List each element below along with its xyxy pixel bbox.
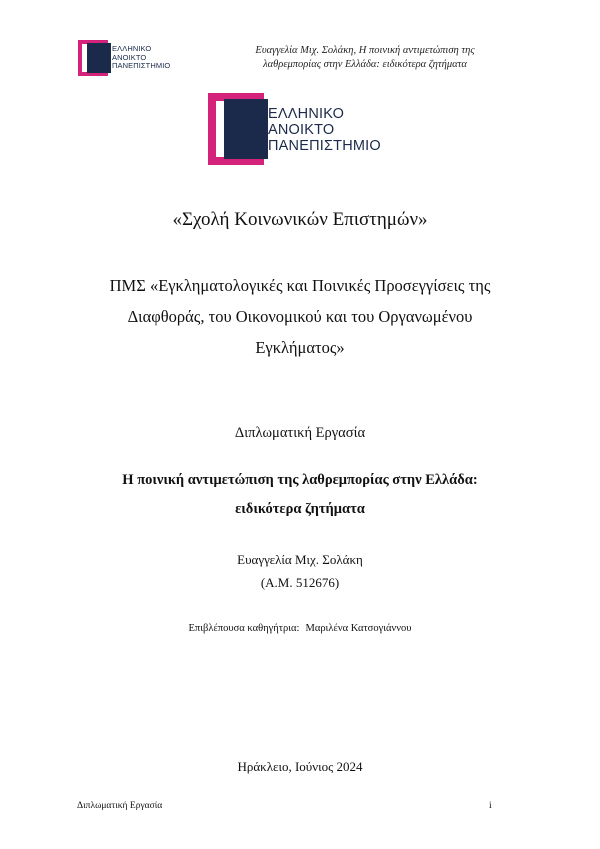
page-number: i [489,801,492,811]
author-registration-number: (Α.Μ. 512676) [260,575,340,590]
running-header [215,44,515,72]
thesis-title [0,466,600,524]
logo-large-line3: ΠΑΝΕΠΙΣΤΗΜΙΟ [268,138,381,154]
thesis-label: Διπλωματική Εργασία [234,425,366,441]
school-name: «Σχολή Κοινωνικών Επιστημών» [172,209,428,230]
supervisor-line [0,623,600,634]
university-emblem-large-icon [208,93,270,165]
author-name: Ευαγγελία Μιχ. Σολάκη [237,552,363,567]
program-title-line3: Εγκλήματος» [255,338,345,357]
logo-large-line1: ΕΛΛΗΝΙΚΟ [268,106,345,122]
supervisor-name: Μαριλένα Κατσογιάννου [305,623,412,634]
running-header-line1: Ευαγγελία Μιχ. Σολάκη, Η ποινική αντιμετώπιση της [255,45,475,56]
logo-large-line2: ΑΝΟΙΚΤΟ [268,122,335,138]
logo-small-line1: ΕΛΛΗΝΙΚΟ [112,44,152,53]
thesis-title-line2: ειδικότερα ζητήματα [235,501,365,517]
logo-small-text [112,45,170,71]
running-header-line2: λαθρεμπορίας στην Ελλάδα: ειδικότερα ζητήματα [263,59,467,70]
author-block [0,548,600,594]
footer-label: Διπλωματική Εργασία [77,801,163,811]
logo-small-line3: ΠΑΝΕΠΙΣΤΗΜΙΟ [112,61,171,70]
logo-small-line2: ΑΝΟΙΚΤΟ [112,52,147,62]
program-title-line2: Διαφθοράς, του Οικονομικού και του Οργανωμένου [127,307,473,326]
logo-large-text [268,106,381,154]
university-logo-large [208,93,398,165]
university-logo-small [78,40,173,76]
supervisor-label: Επιβλέπουσα καθηγήτρια: [188,623,300,634]
program-title [0,270,600,363]
place-and-date: Ηράκλειο, Ιούνιος 2024 [237,759,363,774]
thesis-title-line1: Η ποινική αντιμετώπιση της λαθρεμπορίας στην Ελλάδα: [122,472,478,488]
university-emblem-icon [78,40,112,76]
program-title-line1: ΠΜΣ «Εγκληματολογικές και Ποινικές Προσεγγίσεις της [109,276,491,295]
